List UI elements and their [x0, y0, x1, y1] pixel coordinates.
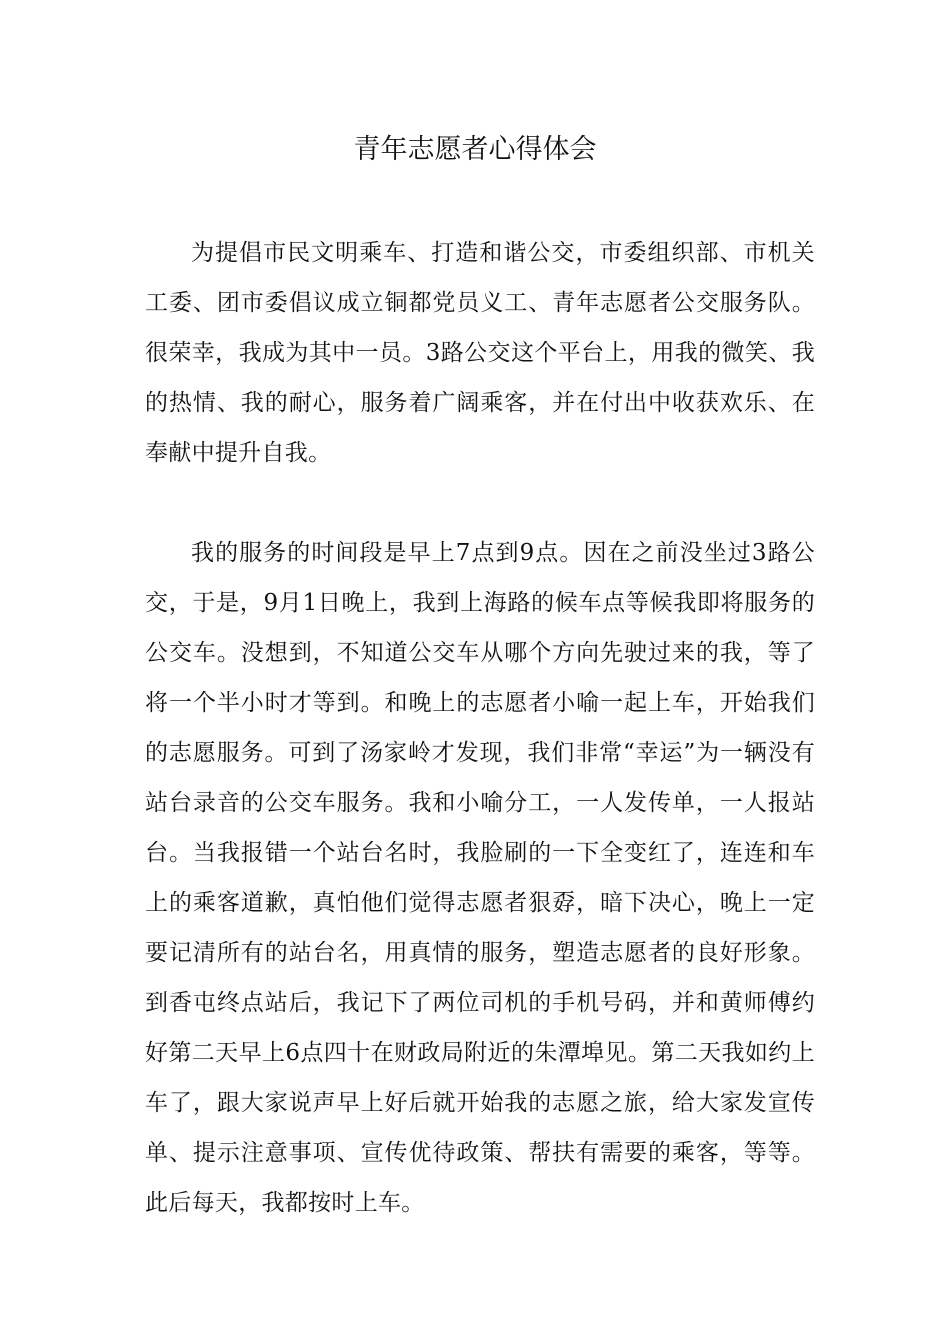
document-body — [145, 228, 815, 1228]
document-title: 青年志愿者心得体会 — [353, 134, 597, 165]
paragraph-1: 为提倡市民文明乘车、打造和谐公交，市委组织部、市机关工委、团市委倡议成立铜都党员义工、青年志愿者公交服务队。很荣幸，我成为其中一员。3路公交这个平台上，用我的微笑、我的热情、我的耐心，服务着广阔乘客，并在付出中收获欢乐、在奉献中提升自我。 — [145, 240, 815, 466]
paragraph-2: 我的服务的时间段是早上7点到9点。因在之前没坐过3路公交，于是，9月1日晚上，我到上海路的候车点等候我即将服务的公交车。没想到，不知道公交车从哪个方向先驶过来的我，等了将一个半小时才等到。和晚上的志愿者小喻一起上车，开始我们的志愿服务。可到了汤家岭才发现，我们非常“幸运”为一辆没有站台录音的公交车服务。我和小喻分工，一人发传单，一人报站台。当我报错一个站台名时，我脸刷的一下全变红了，连连和车上的乘客道歉，真怕他们觉得志愿者狠孬，暗下决心，晚上一定要记清所有的站台名，用真情的服务，塑造志愿者的良好形象。到香屯终点站后，我记下了两位司机的手机号码，并和黄师傅约好第二天早上6点四十在财政局附近的朱潭埠见。第二天我如约上车了，跟大家说声早上好后就开始我的志愿之旅，给大家发宣传单、提示注意事项、宣传优待政策、帮扶有需要的乘客，等等。此后每天，我都按时上车。 — [145, 540, 815, 1216]
